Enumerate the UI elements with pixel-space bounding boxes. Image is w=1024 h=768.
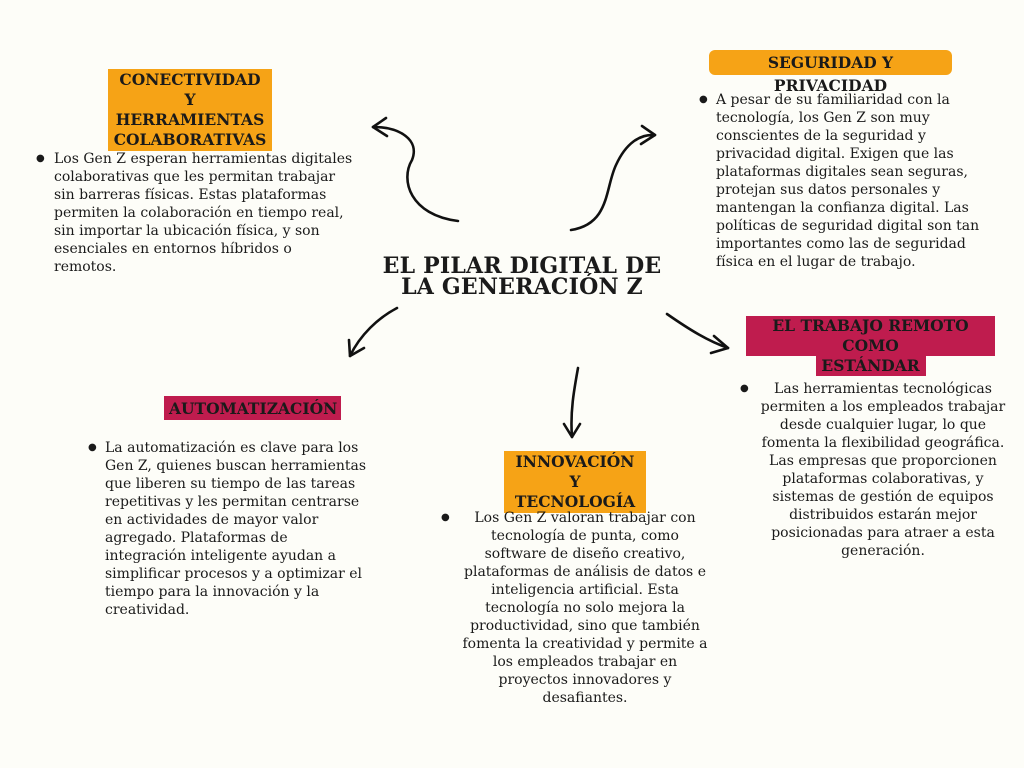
paragraph: La automatización es clave para los Gen Z, quienes buscan herramientas que liberen su tiempo de las tareas repetitivas y les permitan centrarse en actividades de mayor valor agregado. Plataformas de integración inteligente ayudan a simplificar procesos y a optimizar el tiempo para la innovación y la creatividad. [105, 440, 367, 618]
bullet-icon: ● [699, 94, 708, 105]
arrow-to-automatizacion [350, 308, 397, 356]
paragraph: Los Gen Z esperan herramientas digitales colaborativas que les permitan trabajar sin barreras físicas. Estas plataformas permiten la colaboración en tiempo real, sin importar la ubicación física, y son esenciales en entornos híbridos o remotos. [54, 151, 353, 275]
list-item [36, 150, 354, 276]
label-line: AUTOMATIZACIÓN [169, 399, 338, 418]
label-line: INNOVACIÓN Y [515, 452, 635, 491]
list-item [699, 91, 984, 271]
bullet-icon: ● [441, 512, 450, 523]
paragraph: A pesar de su familiaridad con la tecnología, los Gen Z son muy conscientes de la seguridad y privacidad digital. Exigen que las plataformas digitales sean seguras, protejan sus datos personales y mantengan la confianza digital. Las políticas de seguridad digital son tan importantes como las de seguridad física en el lugar de trabajo. [716, 92, 980, 270]
label-line: EL TRABAJO REMOTO COMO [746, 316, 995, 356]
label-line: ESTÁNDAR [816, 356, 926, 376]
label-conectividad [108, 69, 272, 151]
arrow-to-trabajo-remoto [667, 314, 728, 348]
text-trabajo-remoto [740, 380, 1008, 560]
label-seguridad [709, 50, 952, 95]
arrow-to-trabajo-remoto-head [711, 336, 728, 353]
arrow-to-innovacion-head [564, 424, 580, 437]
text-innovacion [441, 509, 712, 707]
arrow-to-innovacion [571, 368, 578, 437]
arrow-to-seguridad [571, 135, 655, 230]
paragraph: Las herramientas tecnológicas permiten a los empleados trabajar desde cualquier lugar, lo que fomenta la flexibilidad geográfica. Las empresas que proporcionen plataformas colaborativas, y sistemas de gestión de equipos distribuidos estarán mejor posicionadas para atraer a esta generación. [760, 381, 1006, 559]
list-item [441, 509, 712, 707]
arrow-to-conectividad [373, 127, 458, 221]
text-automatizacion [88, 439, 367, 619]
arrow-to-automatizacion-head [349, 340, 364, 356]
paragraph: Los Gen Z valoran trabajar con tecnología de punta, como software de diseño creativo, plataformas de análisis de datos e inteligencia artificial. Esta tecnología no solo mejora la productividad, sino que también fomenta la creatividad y permite a los empleados trabajar en proyectos innovadores y desafiantes. [462, 510, 708, 706]
label-trabajo-remoto [741, 315, 1000, 377]
label-automatizacion [164, 396, 341, 420]
text-conectividad [36, 150, 354, 276]
bullet-icon: ● [740, 383, 749, 394]
label-line: HERRAMIENTAS [115, 110, 265, 129]
label-line: CONECTIVIDAD Y [119, 70, 261, 109]
text-seguridad [699, 91, 984, 271]
bullet-icon: ● [88, 442, 97, 453]
list-item [740, 380, 1008, 560]
arrow-to-seguridad-head [641, 126, 655, 144]
label-innovacion [504, 451, 646, 513]
diagram-title [372, 253, 672, 300]
list-item [88, 439, 367, 619]
bullet-icon: ● [36, 153, 45, 164]
label-line: TECNOLOGÍA [514, 492, 636, 511]
label-line: SEGURIDAD Y PRIVACIDAD [767, 53, 894, 95]
title-line-2: LA GENERACIÓN Z [401, 274, 643, 300]
title-line-1: EL PILAR DIGITAL DE [382, 253, 662, 279]
arrow-to-conectividad-head [373, 118, 387, 136]
label-line: COLABORATIVAS [113, 130, 267, 149]
